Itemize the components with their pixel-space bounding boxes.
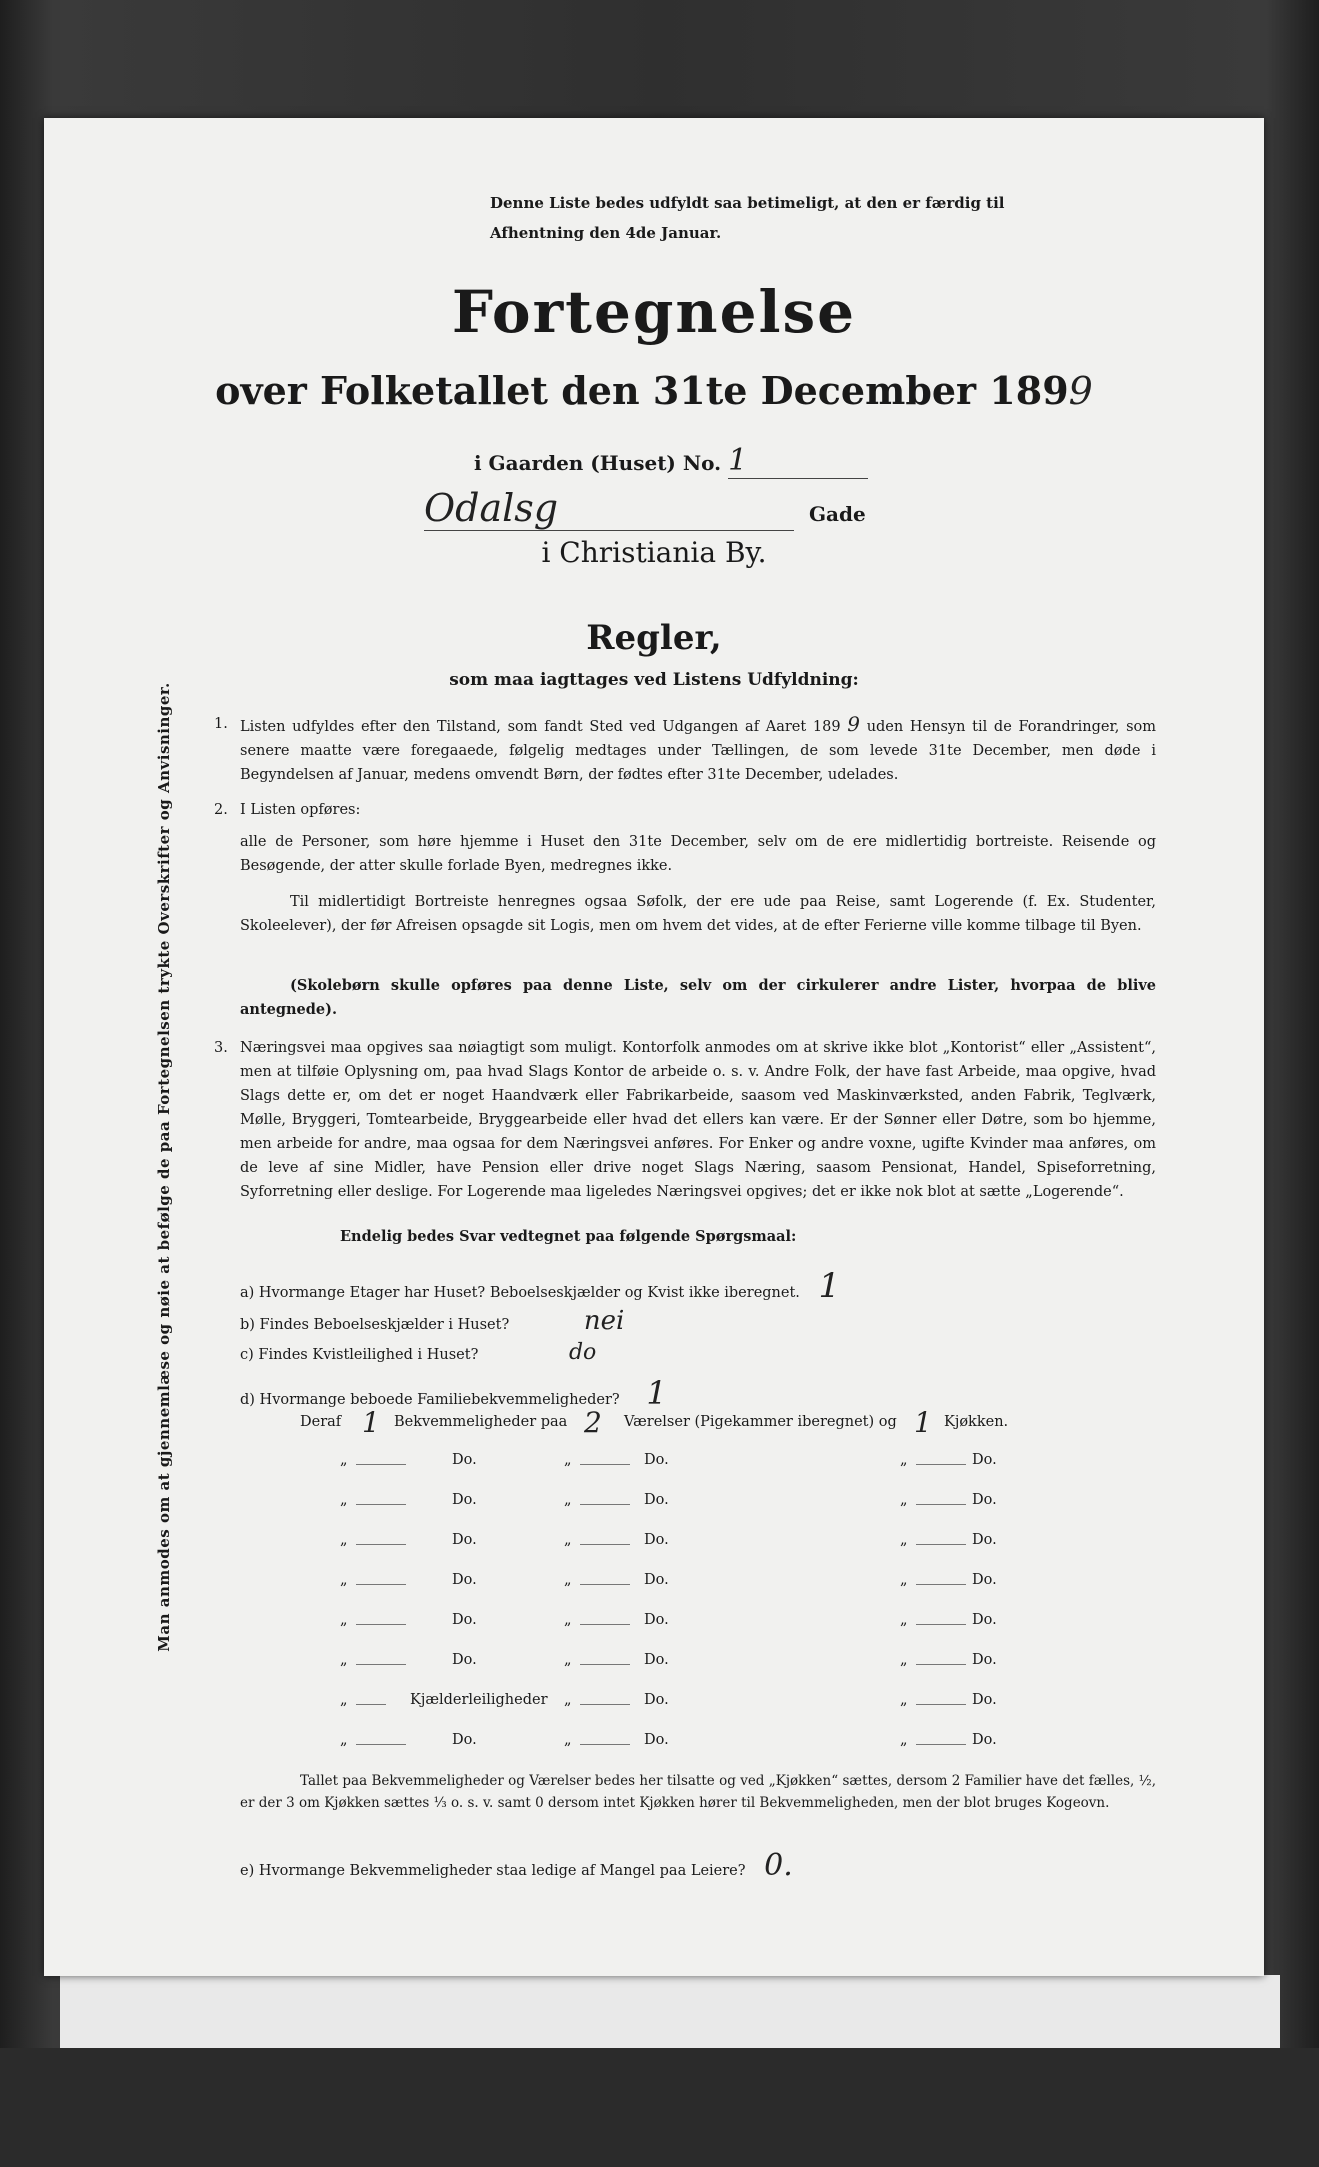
do-label: Do. (972, 1692, 997, 1708)
street-line (424, 486, 866, 531)
do-label: Do. (972, 1732, 997, 1748)
do-label: Do. (644, 1732, 669, 1748)
rule-2-a: alle de Personer, som høre hjemme i Huset den 31te December, selv om de ere midlertidig bortreiste. Reisende og Besøgende, der atter skulle forlade Byen, medregnes ikke. (240, 834, 1156, 874)
blank-line (916, 1612, 966, 1625)
blank-line (916, 1692, 966, 1705)
blank-line (580, 1492, 630, 1505)
ditto-mark: „ (340, 1452, 348, 1468)
deraf-label: Deraf (300, 1414, 342, 1430)
house-number: 1 (728, 443, 868, 479)
blank-line (916, 1652, 966, 1665)
blank-line (580, 1732, 630, 1745)
do-row (44, 1612, 1264, 1642)
deraf-rooms: 2 (584, 1406, 602, 1439)
rule-2-c: (Skolebørn skulle opføres paa denne Liste, selv om der cirkulerer andre Lister, hvorpaa de blive antegnede). (240, 977, 1156, 1018)
blank-line (356, 1492, 406, 1505)
do-label: Do. (972, 1572, 997, 1588)
ditto-mark: „ (900, 1492, 908, 1508)
ditto-mark: „ (564, 1692, 572, 1708)
question-c (240, 1340, 596, 1365)
question-b (240, 1306, 624, 1336)
ditto-mark: „ (564, 1732, 572, 1748)
do-label: Do. (972, 1532, 997, 1548)
ditto-mark: „ (564, 1492, 572, 1508)
question-e (240, 1848, 793, 1883)
blank-line (356, 1532, 406, 1545)
rule-1-number: 1. (214, 716, 228, 732)
question-b-text: b) Findes Beboelseskjælder i Huset? (240, 1317, 510, 1333)
question-b-answer: nei (583, 1306, 625, 1336)
ditto-mark: „ (564, 1572, 572, 1588)
blank-line (916, 1452, 966, 1465)
notice-line-2: Afhentning den 4de Januar. (490, 224, 722, 242)
question-a (240, 1266, 840, 1306)
blank-line (916, 1572, 966, 1585)
rule-1-year: 9 (847, 712, 860, 736)
do-label: Do. (644, 1492, 669, 1508)
blank-line (580, 1572, 630, 1585)
rules-heading: Regler, (586, 618, 722, 658)
deraf-kjok-label: Kjøkken. (944, 1414, 1009, 1430)
ditto-mark: „ (564, 1612, 572, 1628)
question-a-answer: 1 (818, 1266, 841, 1306)
blank-line (916, 1532, 966, 1545)
question-e-answer: 0. (764, 1848, 793, 1883)
question-c-text: c) Findes Kvistleilighed i Huset? (240, 1347, 479, 1363)
do-label: Do. (452, 1572, 477, 1588)
do-label: Do. (972, 1612, 997, 1628)
do-label: Do. (452, 1612, 477, 1628)
do-row (44, 1532, 1264, 1562)
page-title: Fortegnelse (451, 278, 857, 346)
ditto-mark: „ (340, 1572, 348, 1588)
notice (490, 188, 1140, 248)
rule-2-b: Til midlertidigt Bortreiste henregnes ogsaa Søfolk, der ere ude paa Reise, samt Logerende (f. Ex. Studenter, Skoleelever), der før Afreisen opsagde sit Logis, men om hvem det vides, at de efter Ferierne ville komme tilbage til Byen. (240, 894, 1156, 934)
rule-1-text: Listen udfyldes efter den Tilstand, som fandt Sted ved Udgangen af Aaret 189 (240, 719, 841, 735)
rule-2-head: I Listen opføres: (240, 802, 361, 818)
do-label: Do. (644, 1652, 669, 1668)
ditto-mark: „ (900, 1452, 908, 1468)
blank-line (356, 1692, 386, 1705)
question-a-text: a) Hvormange Etager har Huset? Beboelseskjælder og Kvist ikke iberegnet. (240, 1285, 800, 1301)
ditto-mark: „ (564, 1452, 572, 1468)
rule-1 (240, 712, 1156, 787)
ditto-mark: „ (900, 1532, 908, 1548)
city-line: i Christiania By. (541, 536, 767, 569)
ditto-mark: „ (340, 1532, 348, 1548)
blank-line (356, 1612, 406, 1625)
question-d-text: d) Hvormange beboede Familiebekvemmeligheder? (240, 1392, 620, 1408)
kjaelder-label: Kjælderleiligheder (410, 1692, 548, 1708)
do-row (44, 1652, 1264, 1682)
ditto-mark: „ (340, 1652, 348, 1668)
do-label: Do. (452, 1652, 477, 1668)
do-label: Do. (644, 1532, 669, 1548)
ditto-mark: „ (900, 1572, 908, 1588)
ditto-mark: „ (900, 1732, 908, 1748)
rule-3: Næringsvei maa opgives saa nøiagtigt som muligt. Kontorfolk anmodes om at skrive ikke blot „Kontorist“ eller „Assistent“, men at tilføie Oplysning om, paa hvad Slags Kontor de arbeide o. s. v. Andre Folk, der have fast Arbeide, maa opgive, hvad Slags dette er, om det er noget Haandværk eller Fabrikarbeide, saasom ved Maskinværksted, anden Fabrik, Teglværk, Mølle, Bryggeri, Tomtearbeide, Bryggearbeide eller hvad det ellers kan være. Er der Sønner eller Døtre, som bo hjemme, men arbeide for andre, maa ogsaa for dem Næringsvei anføres. For Enker og andre voxne, ugifte Kvinder maa anføres, om de leve af sine Midler, have Pension eller drive noget Slags Næring, saasom Pensionat, Handel, Spiseforretning, Syforretning eller deslige. For Logerende maa ligeledes Næringsvei opgives; det er ikke nok blot at sætte „Logerende“. (240, 1040, 1156, 1200)
blank-line (356, 1652, 406, 1665)
deraf-row (44, 1406, 1264, 1444)
do-row (44, 1492, 1264, 1522)
subtitle (44, 368, 1264, 413)
do-label: Do. (644, 1572, 669, 1588)
rules-subheading: som maa iagttages ved Listens Udfyldning: (449, 670, 859, 690)
blank-line (356, 1452, 406, 1465)
deraf-kitchens: 1 (914, 1406, 932, 1439)
question-d (240, 1374, 667, 1412)
ditto-mark: „ (900, 1612, 908, 1628)
do-label: Do. (644, 1692, 669, 1708)
ditto-mark: „ (340, 1692, 348, 1708)
house-number-line (474, 443, 868, 479)
ditto-mark: „ (340, 1492, 348, 1508)
do-row (44, 1452, 1264, 1482)
do-label: Do. (452, 1532, 477, 1548)
question-c-answer: do (568, 1340, 597, 1365)
blank-line (356, 1572, 406, 1585)
do-label: Do. (972, 1452, 997, 1468)
ditto-mark: „ (900, 1692, 908, 1708)
question-e-text: e) Hvormange Bekvemmeligheder staa ledige af Mangel paa Leiere? (240, 1863, 746, 1879)
blank-line (916, 1732, 966, 1745)
notice-line-1: Denne Liste bedes udfyldt saa betimeligt, at den er færdig til (490, 194, 1005, 212)
street-label: Gade (808, 502, 866, 526)
ditto-mark: „ (564, 1652, 572, 1668)
deraf-count: 1 (362, 1406, 380, 1439)
do-label: Do. (452, 1492, 477, 1508)
subtitle-text: over Folketallet den 31te December 189 (215, 368, 1069, 413)
blank-line (580, 1612, 630, 1625)
ditto-mark: „ (564, 1532, 572, 1548)
blank-line (580, 1692, 630, 1705)
next-sheet-edge (60, 1975, 1280, 2048)
blank-line (916, 1492, 966, 1505)
questions-intro: Endelig bedes Svar vedtegnet paa følgende Spørgsmaal: (340, 1228, 797, 1245)
deraf-bekv-label: Bekvemmeligheder paa (394, 1414, 568, 1430)
kjaelder-row (44, 1692, 1264, 1722)
do-label: Do. (644, 1452, 669, 1468)
blank-line (580, 1652, 630, 1665)
rule-1-text-b: uden Hensyn til de Forandringer, som senere maatte være foregaaede, følgelig medtages under Tællingen, de som levede 31te December, men døde i Begyndelsen af Januar, medens omvendt Børn, der fødtes efter 31te December, udelades. (240, 719, 1156, 783)
ditto-mark: „ (340, 1732, 348, 1748)
rule-2-number: 2. (214, 802, 228, 818)
do-label: Do. (972, 1492, 997, 1508)
note: Tallet paa Bekvemmeligheder og Værelser bedes her tilsatte og ved „Kjøkken“ sættes, dersom 2 Familier have det fælles, ½, er der 3 om Kjøkken sættes ⅓ o. s. v. samt 0 dersom intet Kjøkken hører til Bekvemmeligheden, men der blot bruges Kogeovn. (240, 1773, 1156, 1811)
do-row (44, 1572, 1264, 1602)
census-form-sheet (44, 118, 1264, 1976)
ditto-mark: „ (340, 1612, 348, 1628)
side-instruction: Man anmodes om at gjennemlæse og nøie at befølge de paa Fortegnelsen trykte Overskrifter og Anvisninger. (155, 682, 173, 1652)
ditto-mark: „ (900, 1652, 908, 1668)
street-name: Odalsg (424, 486, 794, 531)
question-d-answer: 1 (646, 1374, 667, 1412)
do-label: Do. (972, 1652, 997, 1668)
blank-line (356, 1732, 406, 1745)
blank-line (580, 1532, 630, 1545)
house-label: i Gaarden (Huset) No. (474, 451, 722, 475)
deraf-vaer-label: Værelser (Pigekammer iberegnet) og (624, 1414, 897, 1430)
do-label: Do. (452, 1452, 477, 1468)
do-row (44, 1732, 1264, 1762)
year-handwritten: 9 (1068, 369, 1093, 413)
do-label: Do. (644, 1612, 669, 1628)
do-label: Do. (452, 1732, 477, 1748)
rule-3-number: 3. (214, 1040, 228, 1056)
blank-line (580, 1452, 630, 1465)
